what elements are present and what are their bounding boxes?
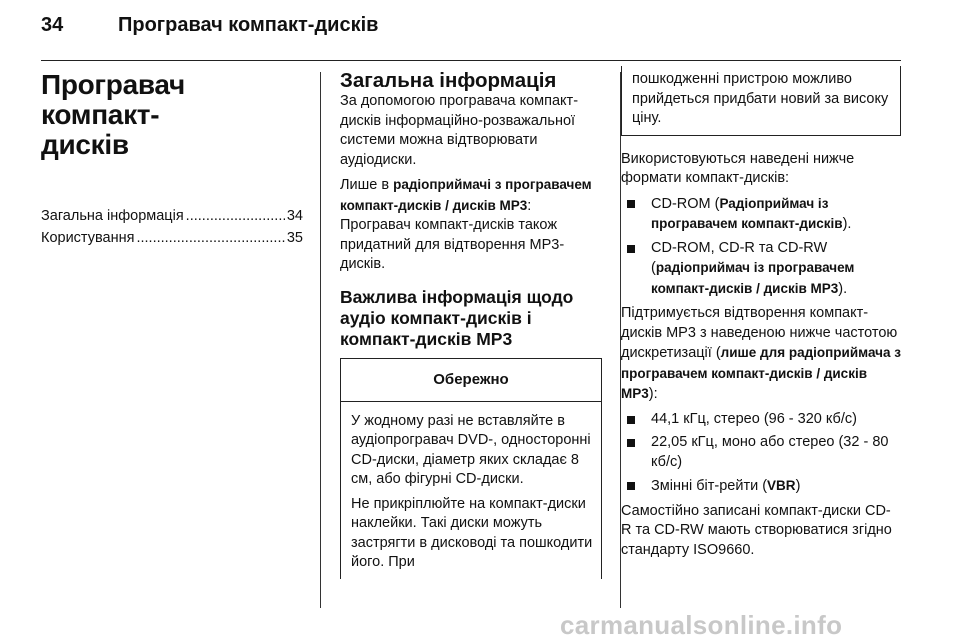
table-of-contents [41,205,303,249]
chapter-title-line-2: дисків [41,129,129,160]
warning-box-continued [621,66,901,136]
formats-list [621,194,901,300]
content-column-2 [340,70,602,579]
toc-entry-label: Загальна інформація [41,208,184,224]
warning-continued-text: пошкодженні пристрою можливо прийдеться придбати новий за високу ціну. [632,71,889,126]
formats-intro: Використовуються наведені нижче формати компакт-дисків: [621,150,855,186]
sample-rate-list [621,410,901,497]
warning-body [341,402,601,573]
toc-entry-page: 35 [286,230,303,246]
list-item: CD-ROM (Радіоприймач із програвачем компакт-дисків). [621,194,901,235]
header-divider [41,60,901,61]
mp3-paragraph-bold: радіоприймачі з програвачем компакт-дисків / дисків МР3 [340,177,592,213]
toc-entry-label: Користування [41,230,135,246]
bullet-square-icon [627,200,635,208]
column-divider-1 [320,72,321,608]
page-number: 34 [41,14,64,36]
subsection-heading: Важлива інформація щодо аудіо компакт-дисків і компакт-дисків МР3 [340,286,574,349]
list-item: 22,05 кГц, моно або стерео (32 - 80 кб/с) [621,433,901,472]
support-paragraph: Підтримується відтворення компакт-дисків MP3 з наведеною нижче частотою дискретизації (лише для радіоприймача з програвачем компакт-дисків / дисків МР3): [621,305,901,402]
warning-paragraph-1: У жодному разі не вставляйте в аудіопрогравач DVD-, односторонні CD-диски, діаметр яких складає 8 см, або фігурні CD-диски. [351,412,591,487]
toc-entry-page: 34 [286,208,303,224]
list-item: 44,1 кГц, стерео (96 - 320 кб/с) [621,410,901,430]
list-item: Змінні біт-рейти (VBR) [621,476,901,497]
mp3-paragraph-text-a: Лише в [340,177,394,193]
warning-box [340,358,602,579]
mp3-paragraph [340,175,602,275]
toc-entry-general-info[interactable] [41,205,303,227]
running-header-title: Програвач компакт-дисків [118,14,379,36]
chapter-title-line-1: Програвач компакт- [41,69,185,130]
toc-entry-usage[interactable] [41,227,303,249]
iso-paragraph: Самостійно записані компакт-диски CD-R та CD-RW мають створюватися згідно стандарту ISO9660. [621,502,892,558]
toc-column [41,70,303,249]
watermark-text: carmanualsonline.info [560,610,843,640]
toc-dot-leader [136,227,284,249]
toc-dot-leader [186,205,285,227]
mp3-paragraph-text-b: : Програвач компакт-дисків також придатний для відтворення МР3-дисків. [340,197,565,272]
bullet-square-icon [627,416,635,424]
warning-title: Обережно [341,359,601,402]
warning-paragraph-2: Не прикріплюйте на компакт-диски наклейки. Такі диски можуть застрягти в дисководі та пошкодити його. При [351,495,593,570]
bullet-square-icon [627,439,635,447]
bullet-square-icon [627,482,635,490]
bullet-square-icon [627,245,635,253]
list-item: CD-ROM, CD-R та CD-RW (радіоприймач із програвачем компакт-дисків / дисків МР3). [621,239,901,300]
content-column-3 [621,70,901,565]
chapter-title [41,70,303,160]
intro-paragraph: За допомогою програвача компакт-дисків інформаційно-розважальної системи можна відтворювати аудіодиски. [340,93,579,168]
section-heading: Загальна інформація [340,69,557,92]
